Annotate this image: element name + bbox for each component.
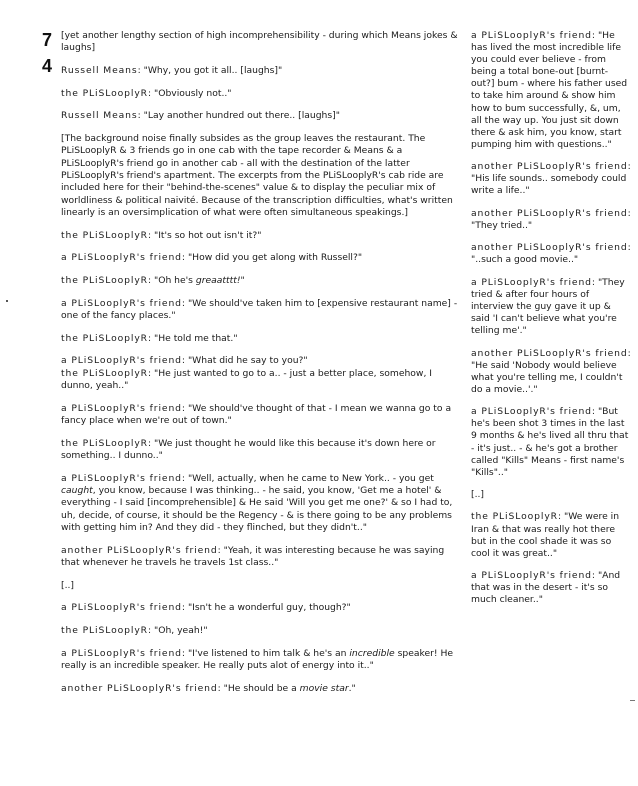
speaker-separator: : (147, 229, 154, 241)
transcript-line (61, 602, 458, 614)
scan-speck (6, 300, 8, 302)
utterance-text: "Oh he's (153, 275, 196, 286)
transcript-line (471, 208, 631, 232)
speaker-label: a PLiSLooplyR's friend (61, 252, 182, 264)
speaker-label: a PLiSLooplyR's friend (471, 30, 592, 41)
speaker-separator: : (147, 625, 154, 636)
emphasis-text: incredible (349, 647, 395, 659)
transcript-line (61, 88, 458, 100)
speaker-separator: : (181, 402, 188, 414)
speaker-label: another PLiSLooplyR's friend (471, 347, 628, 359)
transcript-line (61, 625, 458, 637)
utterance-text-continued: speaker! He really is an incredible speaker. He really puts alot of energy into it.." (61, 647, 454, 671)
speaker-separator: : (181, 355, 188, 367)
speaker-separator: : (147, 332, 154, 344)
speaker-label: a PLiSLooplyR's friend (61, 647, 182, 659)
transcript-line (61, 545, 458, 570)
utterance-text: "He just wanted to go to a.. - just a better place, somehow, I dunno, yeah.." (61, 367, 432, 391)
transcript-line (471, 570, 631, 606)
speaker-separator: : (627, 161, 631, 173)
utterance-text: "His life sounds.. somebody could write a life.." (471, 173, 627, 197)
utterance-text: "It's so hot out isn't it?" (153, 229, 262, 241)
transcript-line (471, 242, 631, 266)
speaker-separator: : (591, 570, 598, 582)
speaker-label: the PLiSLooplyR (61, 437, 148, 449)
utterance-text: "Isn't he a wonderful guy, though?" (187, 602, 351, 614)
speaker-label: another PLiSLooplyR's friend (61, 682, 218, 694)
speaker-label: a PLiSLooplyR's friend (61, 355, 182, 367)
transcript-line (61, 355, 458, 367)
speaker-separator: : (627, 347, 631, 359)
transcript-line (61, 368, 458, 393)
utterance-text: "Why, you got it all.. [laughs]" (143, 65, 283, 76)
scan-speck (630, 700, 635, 701)
transcript-line (61, 230, 458, 242)
transcript-line (471, 30, 631, 151)
speaker-label: the PLiSLooplyR (61, 332, 148, 344)
utterance-text-continued: " (240, 275, 245, 286)
speaker-label: a PLiSLooplyR's friend (471, 406, 592, 418)
speaker-label: Russell Means (61, 65, 138, 76)
transcript-line (471, 511, 631, 559)
speaker-separator: : (627, 207, 631, 219)
utterance-text: [The background noise finally subsides as the group leaves the restaurant. The PLiSLooplyR & 3 friends go in one cab with the tape recorder & Means & a PLiSLooplyR's friend go in another cab - all with the destination of the latter PLiSLooplyR's friend's apartment. The excerpts from the PLiSLooplyR's cab ride are included here for their "behind-the-scenes" value & to display the peculiar mix of worldliness & political naivité. Because of the transcription difficulties, what's written linearly is an oversimplication of what were often simultaneous speakings.] (61, 132, 453, 219)
page-number-bottom: 4 (42, 56, 53, 76)
transcript-line (61, 580, 458, 592)
utterance-text: "We just thought he would like this because it's down here or something.. I dunno.." (61, 437, 436, 461)
transcript-line (61, 648, 458, 673)
utterance-text: [..] (471, 489, 485, 501)
speaker-label: a PLiSLooplyR's friend (61, 402, 182, 414)
utterance-text: "He should be a (223, 682, 300, 694)
transcript-line (61, 65, 458, 77)
speaker-separator: : (217, 682, 224, 694)
transcript-line (61, 275, 458, 287)
utterance-text: "He said 'Nobody would believe what you're telling me, I couldn't do a movie..'." (471, 359, 623, 395)
utterance-text-continued: ." (348, 682, 356, 694)
transcript-line (61, 110, 458, 122)
utterance-text: "Oh, yeah!" (153, 625, 208, 636)
page-number-top: 7 (42, 30, 53, 50)
utterance-text: [..] (61, 579, 75, 591)
speaker-label: a PLiSLooplyR's friend (471, 276, 592, 288)
speaker-separator: : (137, 65, 144, 76)
utterance-text: [yet another lengthy section of high incomprehensibility - during which Means jokes & laughs] (61, 30, 458, 54)
utterance-text: "I've listened to him talk & he's an (187, 647, 350, 659)
speaker-label: the PLiSLooplyR (61, 275, 148, 286)
speaker-separator: : (557, 511, 564, 523)
utterance-text: "How did you get along with Russell?" (187, 252, 363, 264)
speaker-label: the PLiSLooplyR (61, 625, 148, 636)
speaker-label: Russell Means (61, 110, 138, 122)
speaker-separator: : (147, 87, 154, 99)
speaker-separator: : (181, 297, 188, 309)
transcript-line (61, 252, 458, 264)
speaker-label: the PLiSLooplyR (61, 229, 148, 241)
emphasis-text: greaatttt! (195, 275, 241, 286)
speaker-separator: : (147, 367, 154, 379)
speaker-separator: : (147, 437, 154, 449)
speaker-separator: : (137, 110, 144, 122)
transcript-line (61, 298, 458, 323)
speaker-label: a PLiSLooplyR's friend (61, 297, 182, 309)
transcript-line (471, 406, 631, 479)
speaker-label: the PLiSLooplyR (61, 87, 148, 99)
speaker-separator: : (181, 602, 188, 614)
speaker-separator: : (591, 406, 598, 418)
speaker-separator: : (181, 252, 188, 264)
transcript-line (61, 473, 458, 535)
emphasis-text: movie star (299, 682, 349, 694)
speaker-label: another PLiSLooplyR's friend (471, 242, 628, 254)
utterance-text: "But he's been shot 3 times in the last 9 months & he's lived all thru that - it's just.. - & he's got a brother called "Kills" Means - first name's "Kills".." (471, 406, 629, 478)
speaker-label: a PLiSLooplyR's friend (471, 570, 592, 582)
utterance-text: "And that was in the desert - it's so much cleaner.." (471, 570, 621, 606)
utterance-text: "He told me that." (153, 332, 238, 344)
utterance-text: "Obviously not.." (153, 87, 232, 99)
transcript-line (61, 30, 458, 55)
speaker-label: another PLiSLooplyR's friend (61, 544, 218, 556)
transcript-line (471, 348, 631, 396)
speaker-label: a PLiSLooplyR's friend (61, 472, 182, 484)
transcript-line (471, 161, 631, 197)
utterance-text: "He has lived the most incredible life you could ever believe - from being a total bone-out [burnt-out?] bum - where his father used to take him around & show him how to bum successfully, &, um, all the way up. You just sit down there & ask him, you know, start pumping him with questions.." (471, 30, 628, 150)
main-transcript-column (61, 30, 458, 705)
utterance-text-continued: , you know, because I was thinking.. - he said, you know, 'Get me a hotel' & everything - I said [incomprehensible] & He said 'Will you get me one?' & so I had to, uh, decide, of course, it should be the Regency - & is there going to be any problems with getting him in? And they did - they flinched, but they didn't.." (61, 485, 453, 534)
utterance-text: "They tried.." (471, 219, 533, 231)
utterance-text: "..such a good movie.." (471, 254, 579, 266)
transcript-line (61, 683, 458, 695)
speaker-separator: : (181, 647, 188, 659)
speaker-label: the PLiSLooplyR (61, 367, 148, 379)
utterance-text: "Well, actually, when he came to New York.. - you get (187, 472, 434, 484)
speaker-label: the PLiSLooplyR (471, 511, 558, 523)
speaker-separator: : (591, 276, 598, 288)
utterance-text: "We should've taken him to [expensive restaurant name] - one of the fancy places." (61, 297, 458, 321)
speaker-separator: : (181, 472, 188, 484)
emphasis-text: caught (61, 485, 93, 496)
utterance-text: "Lay another hundred out there.. [laughs]" (143, 110, 340, 122)
transcript-line (471, 277, 631, 337)
side-transcript-column (471, 30, 631, 617)
utterance-text: "We were in Iran & that was really hot there but in the cool shade it was so cool it was great.." (471, 511, 620, 559)
speaker-label: a PLiSLooplyR's friend (61, 602, 182, 614)
speaker-label: another PLiSLooplyR's friend (471, 207, 628, 219)
utterance-text: "We should've thought of that - I mean we wanna go to a fancy place when we're out of town." (61, 402, 452, 426)
transcript-line (61, 403, 458, 428)
transcript-line (61, 438, 458, 463)
utterance-text: "They tried & after four hours of interview the guy gave it up & said 'I can't believe what you're telling me'." (471, 276, 625, 337)
speaker-separator: : (147, 275, 154, 286)
transcript-line (61, 333, 458, 345)
speaker-label: another PLiSLooplyR's friend (471, 161, 628, 173)
speaker-separator: : (217, 544, 224, 556)
speaker-separator: : (591, 30, 598, 41)
utterance-text: "What did he say to you?" (187, 355, 308, 367)
speaker-separator: : (627, 242, 631, 254)
utterance-text: "Yeah, it was interesting because he was saying that whenever he travels he travels 1st class.." (61, 544, 445, 569)
transcript-line (471, 489, 631, 501)
transcript-line (61, 133, 458, 220)
